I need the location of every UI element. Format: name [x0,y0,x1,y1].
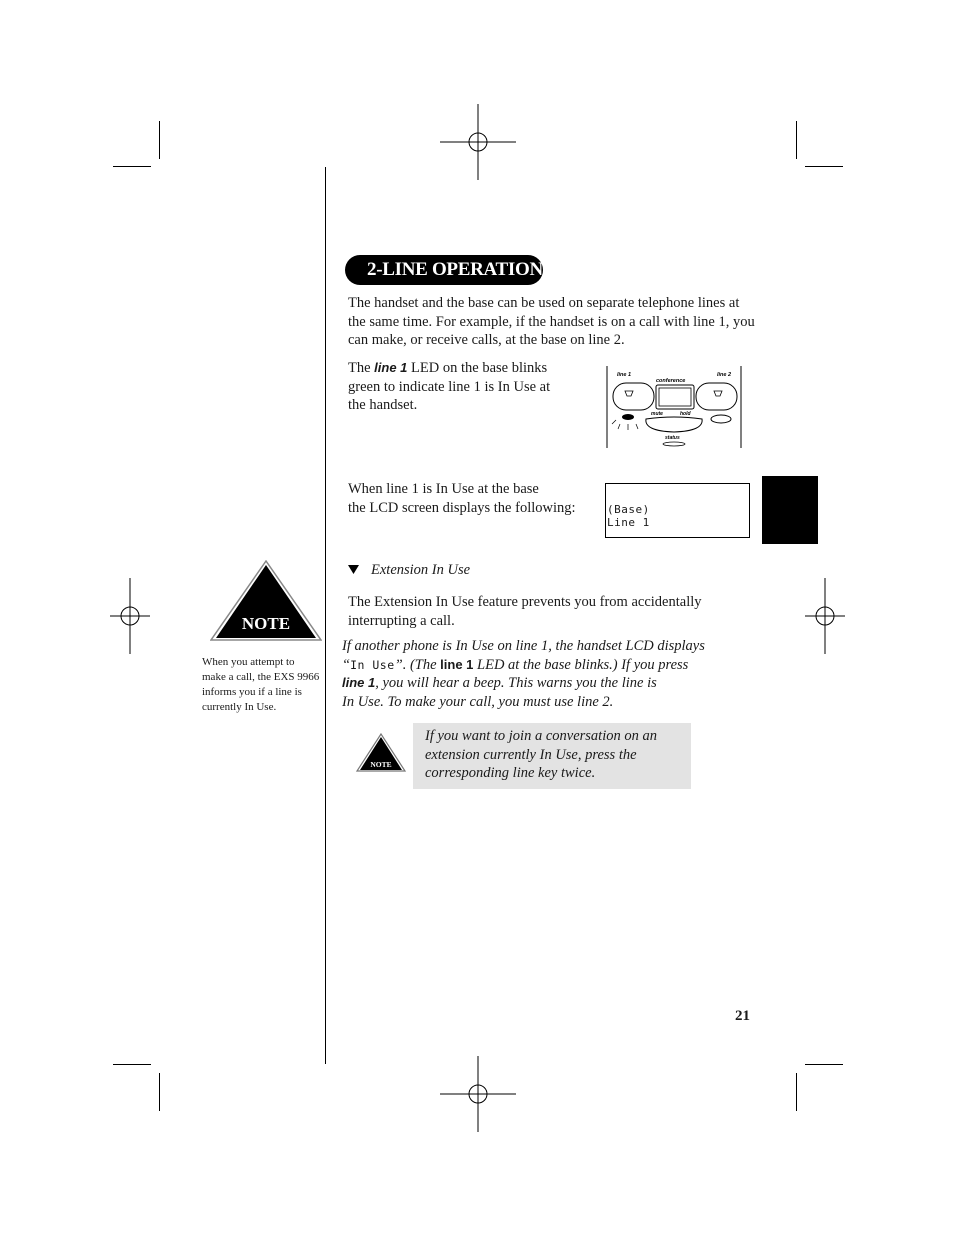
text-line: “In Use”. (The line 1 LED at the base blinks.) If you press [342,656,689,673]
lcd-line-1: (Base) [607,503,650,516]
crop-mark [159,1073,160,1111]
note-icon-label: NOTE [370,760,392,769]
diagram-label-hold: hold [680,411,691,417]
lcd-screen [605,483,750,538]
note-icon-small [355,733,407,775]
line1-key-name: line 1 [342,675,376,691]
line1-key-name: line 1 [440,656,474,672]
lcd-paragraph [348,480,588,517]
text-line: interrupting a call. [348,612,455,629]
extension-paragraph [348,593,728,630]
diagram-label-conference: conference [656,378,686,384]
diagram-label-mute: mute [651,411,663,417]
text-line: informs you if a line is [202,686,302,698]
crop-mark [796,1073,797,1111]
text-line: When you attempt to [202,656,295,668]
lcd-text-in-use: In Use [350,657,395,672]
led-paragraph [348,359,578,415]
subheading: Extension In Use [371,562,471,578]
line1-key [613,383,654,410]
diagram-label-line1: line 1 [617,372,632,378]
registration-mark-right [805,578,845,654]
note-icon-label: NOTE [241,614,291,633]
warning-paragraph [342,637,742,711]
text-line: can make, or receive calls, at the base on line 2. [348,332,625,349]
text-line: If another phone is In Use on line 1, the handset LCD displays [342,638,705,654]
section-title: 2-LINE OPERATION [367,259,543,280]
text-line: The Extension In Use feature prevents you from accidentally [348,594,702,610]
lcd-line-2: Line 1 [607,516,650,529]
text-line: make a call, the EXS 9966 [202,671,320,683]
crop-mark [805,1064,843,1065]
text-line: The line 1 LED on the base blinks [348,360,548,376]
handset-icon [625,391,633,396]
margin-rule [325,167,326,1064]
text-line: extension currently In Use, press the [425,746,637,763]
mute-key [646,417,702,432]
text-line: When line 1 is In Use at the base [348,481,539,497]
text-line: line 1, you will hear a beep. This warns you the line is [342,675,657,692]
status-led [663,442,685,446]
tip-box [413,723,691,789]
crop-mark [805,166,843,167]
crop-mark [113,166,151,167]
line1-led [622,414,634,420]
line1-key-name: line 1 [374,360,408,375]
text-line: If you want to join a conversation on an [425,728,657,744]
text-line: the handset. [348,397,418,414]
hold-key [711,415,731,423]
text-line: the LCD screen displays the following: [348,499,576,516]
margin-note [202,655,322,715]
crop-mark [113,1064,151,1065]
text-line: green to indicate line 1 is In Use at [348,378,551,395]
line2-key [696,383,737,410]
section-title-banner [345,255,543,285]
crop-mark [159,121,160,159]
registration-mark-top [440,104,516,180]
page-number: 21 [735,1008,750,1024]
tip-text [425,727,687,783]
conference-key-display [659,388,691,406]
text-line: corresponding line key twice. [425,765,596,782]
text-line: In Use. To make your call, you must use line 2. [342,693,614,710]
text-line: The handset and the base can be used on separate telephone lines at [348,295,740,311]
crop-mark [796,121,797,159]
chapter-tab [762,476,818,544]
conference-key-outline [656,385,694,409]
registration-mark-bottom [440,1056,516,1132]
bullet-triangle-icon [348,565,359,575]
text-line: the same time. For example, if the handset is on a call with line 1, you [348,313,755,330]
text-line: currently In Use. [202,701,277,713]
base-keypad-diagram [604,364,744,450]
intro-paragraph [348,294,768,350]
handset-icon [714,391,722,396]
note-icon-large [210,560,322,642]
diagram-label-status: status [665,435,680,441]
diagram-label-line2: line 2 [717,372,732,378]
registration-mark-left [110,578,150,654]
